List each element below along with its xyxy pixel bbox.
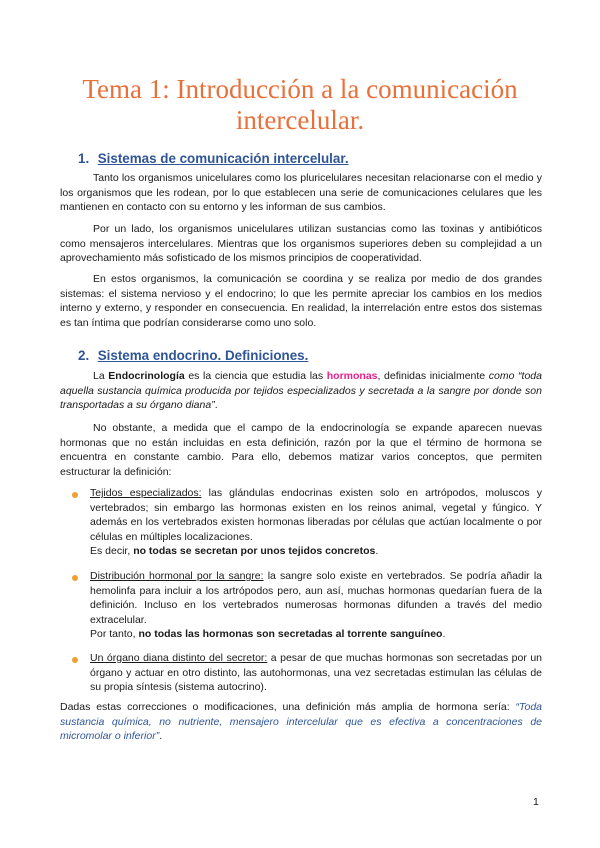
bullet-label: Distribución hormonal por la sangre:: [90, 570, 264, 582]
section-number: 1.: [78, 151, 90, 166]
definition-paragraph: [60, 369, 542, 413]
paragraph: Tanto los organismos unicelulares como los pluricelulares necesitan relacionarse con el medio y los organismos que les rodean, por lo que establecen una serie de comunicaciones celulares que les mantienen en contacto con su entorno y les informan de sus cambios.: [60, 172, 542, 214]
bullet-item: [90, 486, 542, 559]
definition-quote: como “toda aquella sustancia química producida por tejidos especializados y secretada a la sangre por donde son transportadas a su órgano diana”: [60, 370, 542, 412]
highlight-hormonas: hormonas: [326, 370, 378, 382]
section-heading-1: [78, 151, 349, 166]
section-heading-text: Sistema endocrino. Definiciones.: [97, 348, 309, 363]
text-run: es la ciencia que estudia las: [184, 370, 327, 382]
text-run: .: [442, 628, 446, 641]
bullet-conclusion: no todas las hormonas son secretadas al torrente sanguíneo: [138, 628, 443, 641]
text-run: .: [159, 730, 163, 743]
bullet-label: Tejidos especializados:: [90, 487, 202, 499]
page-title: Tema 1: Introducción a la comunicación intercelular.: [82, 74, 518, 135]
bullet-icon: [72, 657, 78, 663]
text-run: Es decir,: [90, 545, 134, 558]
term-endocrinologia: Endocrinología: [108, 370, 185, 382]
bullet-item: [90, 569, 542, 642]
section-number: 2.: [78, 348, 90, 363]
bullet-label: Un órgano diana distinto del secretor:: [90, 652, 268, 664]
final-definition-quote: “Toda sustancia química, no nutriente, mensajero intercelular que es efectiva a concentraciones de micromolar o inferior”: [60, 701, 542, 743]
text-run: , definidas inicialmente: [377, 370, 489, 382]
text-run: Dadas estas correcciones o modificaciones, una definición más amplia de hormona sería:: [60, 701, 516, 713]
section-heading-text: Sistemas de comunicación intercelular.: [97, 151, 349, 166]
bullet-text: las glándulas endocrinas existen solo en artrópodos, moluscos y vertebrados; sin embargo las hormonas existen en los reinos animal, vegetal y fúngico. Y además en los vertebrados existen hormonas liberadas por células que actúan localmente o por células en múltiples localizaciones.: [90, 487, 542, 543]
text-run: Por tanto,: [90, 628, 139, 641]
final-definition-paragraph: [60, 700, 542, 744]
text-run: .: [214, 399, 218, 412]
bullet-item: [90, 651, 542, 695]
paragraph: No obstante, a medida que el campo de la endocrinología se expande aparecen nuevas hormonas que no están incluidas en esta definición, razón por la que el término de hormona se encuentra en constante cambio. Para ello, debemos matizar varios conceptos, que permiten estructurar la definición:: [60, 422, 542, 478]
bullet-conclusion: no todas se secretan por unos tejidos concretos: [133, 545, 376, 558]
paragraph: En estos organismos, la comunicación se coordina y se realiza por medio de dos grandes sistemas: el sistema nervioso y el endocrino; lo que les permite apreciar los cambios en los medios interno y externo, y responder en consecuencia. En realidad, la interrelación entre estos dos sistemas es tan íntima que podrían considerarse como uno solo.: [60, 273, 542, 329]
bullet-text: la sangre solo existe en vertebrados. Se podría añadir la hemolinfa para incluir a los artrópodos pero, aun así, muchas hormonas quedarían fuera de la definición. Incluso en los vertebrados numerosas hormonas difunden a través del medio extracelular.: [90, 570, 542, 626]
bullet-text: a pesar de que muchas hormonas son secretadas por un órgano y actuar en otro distinto, las autohormonas, una vez secretadas estimulan las células de su propia síntesis (sistema autocrino).: [90, 652, 542, 694]
section-heading-2: [78, 348, 308, 363]
bullet-icon: [72, 492, 78, 498]
bullet-icon: [72, 575, 78, 581]
paragraph: Por un lado, los organismos unicelulares utilizan sustancias como las toxinas y antibióticos como mensajeros intercelulares. Mientras que los organismos superiores deben su complejidad a un aprovechamiento más sofisticado de los mismos principios de cooperatividad.: [60, 223, 542, 265]
page-number: 1: [533, 796, 539, 808]
text-run: La: [93, 370, 109, 382]
text-run: .: [375, 545, 379, 558]
